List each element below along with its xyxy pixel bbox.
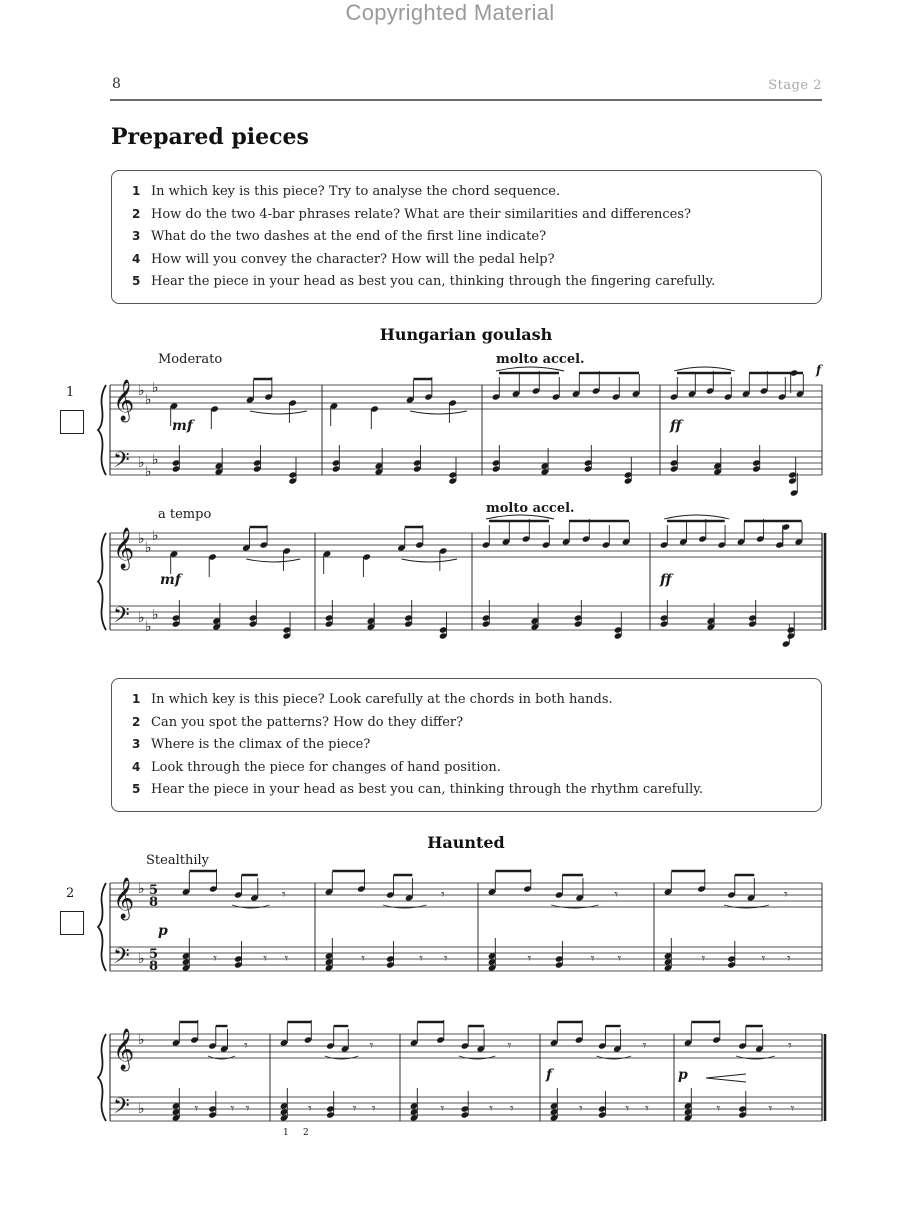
eighth-rest: 𝄾	[579, 1101, 583, 1117]
eighth-rest: 𝄾	[645, 1101, 649, 1117]
eighth-rest: 𝄾	[263, 951, 267, 967]
copyright-watermark: Copyrighted Material	[345, 0, 555, 25]
slur	[410, 411, 467, 414]
eighth-rest: 𝄾	[784, 887, 788, 903]
eighth-rest: 𝄾	[371, 1101, 376, 1117]
page-number: 8	[112, 76, 121, 92]
eighth-rest: 𝄾	[194, 1101, 199, 1117]
bass-clef: 𝄢	[113, 448, 130, 478]
key-signature-flat: ♭	[138, 455, 145, 471]
slur	[208, 1056, 235, 1059]
slur	[401, 559, 457, 562]
eighth-rest: 𝄾	[245, 1101, 250, 1117]
question-number: 2	[132, 714, 141, 729]
eighth-rest: 𝄾	[443, 951, 448, 967]
key-signature-flat: ♭	[138, 1101, 145, 1117]
key-signature-flat: ♭	[152, 607, 159, 623]
eighth-rest: 𝄾	[244, 1038, 248, 1054]
question-number: 5	[132, 782, 141, 796]
slur	[325, 1056, 359, 1059]
time-signature-numerator: 5	[149, 947, 159, 962]
tempo-marking-moderato: Moderato	[158, 352, 223, 367]
time-signature-denominator: 8	[149, 895, 159, 910]
tempo-marking-molto-accel: molto accel.	[486, 501, 575, 516]
slur	[596, 1056, 631, 1059]
question-number: 1	[132, 692, 141, 706]
key-signature-flat: ♭	[145, 540, 152, 556]
bass-clef: 𝄢	[113, 1094, 130, 1124]
eighth-rest: 𝄾	[230, 1101, 235, 1117]
dynamic-p: p	[678, 1067, 688, 1083]
question-text: How do the two 4-bar phrases relate? What are their similarities and differences?	[151, 206, 691, 222]
eighth-rest: 𝄾	[352, 1101, 357, 1117]
slur	[551, 905, 598, 908]
eighth-rest: 𝄾	[768, 1101, 773, 1117]
question-text: Look through the piece for changes of hand position.	[151, 759, 501, 775]
question-text: What do the two dashes at the end of the first line indicate?	[151, 229, 547, 244]
question-number: 4	[132, 759, 141, 774]
eighth-rest: 𝄾	[625, 1101, 630, 1117]
dynamic-ff: ff	[660, 572, 672, 588]
treble-clef: 𝄞	[113, 380, 135, 421]
bass-clef: 𝄢	[113, 944, 130, 974]
question-number: 2	[132, 206, 141, 221]
key-signature-flat: ♭	[152, 380, 159, 396]
eighth-rest: 𝄾	[507, 1038, 512, 1054]
system-brace	[98, 385, 106, 475]
eighth-rest: 𝄾	[213, 951, 217, 967]
key-signature-flat: ♭	[138, 951, 145, 967]
eighth-rest: 𝄾	[308, 1101, 312, 1117]
eighth-rest: 𝄾	[440, 1101, 445, 1117]
dynamic-f: f	[816, 363, 822, 377]
diminuendo-hairpin	[706, 1074, 746, 1082]
question-text: Where is the climax of the piece?	[151, 737, 371, 752]
dynamic-ff: ff	[670, 418, 682, 434]
slur	[486, 515, 554, 519]
question-text: How will you convey the character? How will the pedal help?	[151, 251, 555, 267]
eighth-rest: 𝄾	[369, 1038, 374, 1054]
key-signature-flat: ♭	[138, 531, 145, 547]
dynamic-p: p	[158, 923, 168, 939]
question-text: Can you spot the patterns? How do they differ?	[151, 714, 464, 730]
time-signature-denominator: 8	[149, 959, 159, 974]
piece-number-2: 2	[66, 886, 75, 901]
eighth-rest: 𝄾	[642, 1038, 647, 1054]
slur	[736, 1056, 775, 1059]
key-signature-flat: ♭	[145, 464, 152, 480]
key-signature-flat: ♭	[138, 610, 145, 626]
time-signature-numerator: 5	[149, 883, 159, 898]
question-number: 1	[132, 184, 141, 198]
question-number: 3	[132, 737, 141, 751]
eighth-rest: 𝄾	[510, 1101, 514, 1117]
key-signature-flat: ♭	[145, 619, 152, 635]
eighth-rest: 𝄾	[787, 951, 791, 967]
question-text: In which key is this piece? Look carefully at the chords in both hands.	[151, 692, 613, 707]
eighth-rest: 𝄾	[701, 951, 706, 967]
system-brace	[98, 1034, 106, 1121]
question-number: 5	[132, 274, 141, 288]
treble-clef: 𝄞	[113, 1029, 135, 1070]
question-text: In which key is this piece? Try to analyse the chord sequence.	[151, 184, 561, 199]
dynamic-mf: mf	[160, 572, 181, 588]
eighth-rest: 𝄾	[361, 951, 365, 967]
eighth-rest: 𝄾	[617, 951, 622, 967]
eighth-rest: 𝄾	[489, 1101, 494, 1117]
dynamic-mf: mf	[172, 418, 193, 434]
slur	[724, 905, 769, 908]
key-signature-flat: ♭	[138, 1032, 145, 1048]
eighth-rest: 𝄾	[419, 951, 423, 967]
slur	[232, 905, 270, 908]
slur	[250, 411, 307, 414]
question-text: Hear the piece in your head as best you can, thinking through the fingering carefully.	[151, 274, 716, 289]
slur	[664, 515, 729, 519]
system-brace	[98, 883, 106, 971]
question-number: 3	[132, 229, 141, 243]
section-title: Prepared pieces	[111, 124, 309, 150]
eighth-rest: 𝄾	[614, 887, 619, 903]
stage-label: Stage 2	[768, 78, 822, 93]
eighth-rest: 𝄾	[788, 1038, 792, 1054]
system-brace	[98, 533, 106, 630]
key-signature-flat: ♭	[152, 528, 159, 544]
key-signature-flat: ♭	[138, 383, 145, 399]
question-number: 4	[132, 251, 141, 266]
treble-clef: 𝄞	[113, 528, 135, 569]
eighth-rest: 𝄾	[716, 1101, 721, 1117]
eighth-rest: 𝄾	[761, 951, 766, 967]
slur	[383, 905, 427, 908]
key-signature-flat: ♭	[138, 881, 145, 897]
tempo-marking-molto-accel: molto accel.	[496, 352, 585, 367]
slur	[674, 367, 735, 371]
dynamic-f: f	[546, 1067, 553, 1083]
piece-title-haunted: Haunted	[427, 833, 505, 852]
eighth-rest: 𝄾	[790, 1101, 795, 1117]
eighth-rest: 𝄾	[590, 951, 595, 967]
key-signature-flat: ♭	[145, 392, 152, 408]
bass-clef: 𝄢	[113, 603, 130, 633]
tempo-marking-a-tempo: a tempo	[158, 507, 212, 522]
tempo-marking-stealthily: Stealthily	[146, 853, 209, 868]
piece-title-hungarian-goulash: Hungarian goulash	[379, 325, 553, 344]
key-signature-flat: ♭	[152, 452, 159, 468]
fingering-number: 2	[303, 1128, 309, 1138]
question-text: Hear the piece in your head as best you can, thinking through the rhythm carefully.	[151, 782, 704, 797]
slur	[496, 367, 564, 371]
eighth-rest: 𝄾	[527, 951, 532, 967]
fingering-number: 1	[283, 1128, 289, 1138]
slur	[459, 1056, 496, 1059]
treble-clef: 𝄞	[113, 878, 135, 919]
eighth-rest: 𝄾	[284, 951, 289, 967]
eighth-rest: 𝄾	[282, 887, 286, 903]
eighth-rest: 𝄾	[441, 887, 445, 903]
slur	[246, 559, 300, 562]
piece-number-1: 1	[66, 385, 75, 400]
